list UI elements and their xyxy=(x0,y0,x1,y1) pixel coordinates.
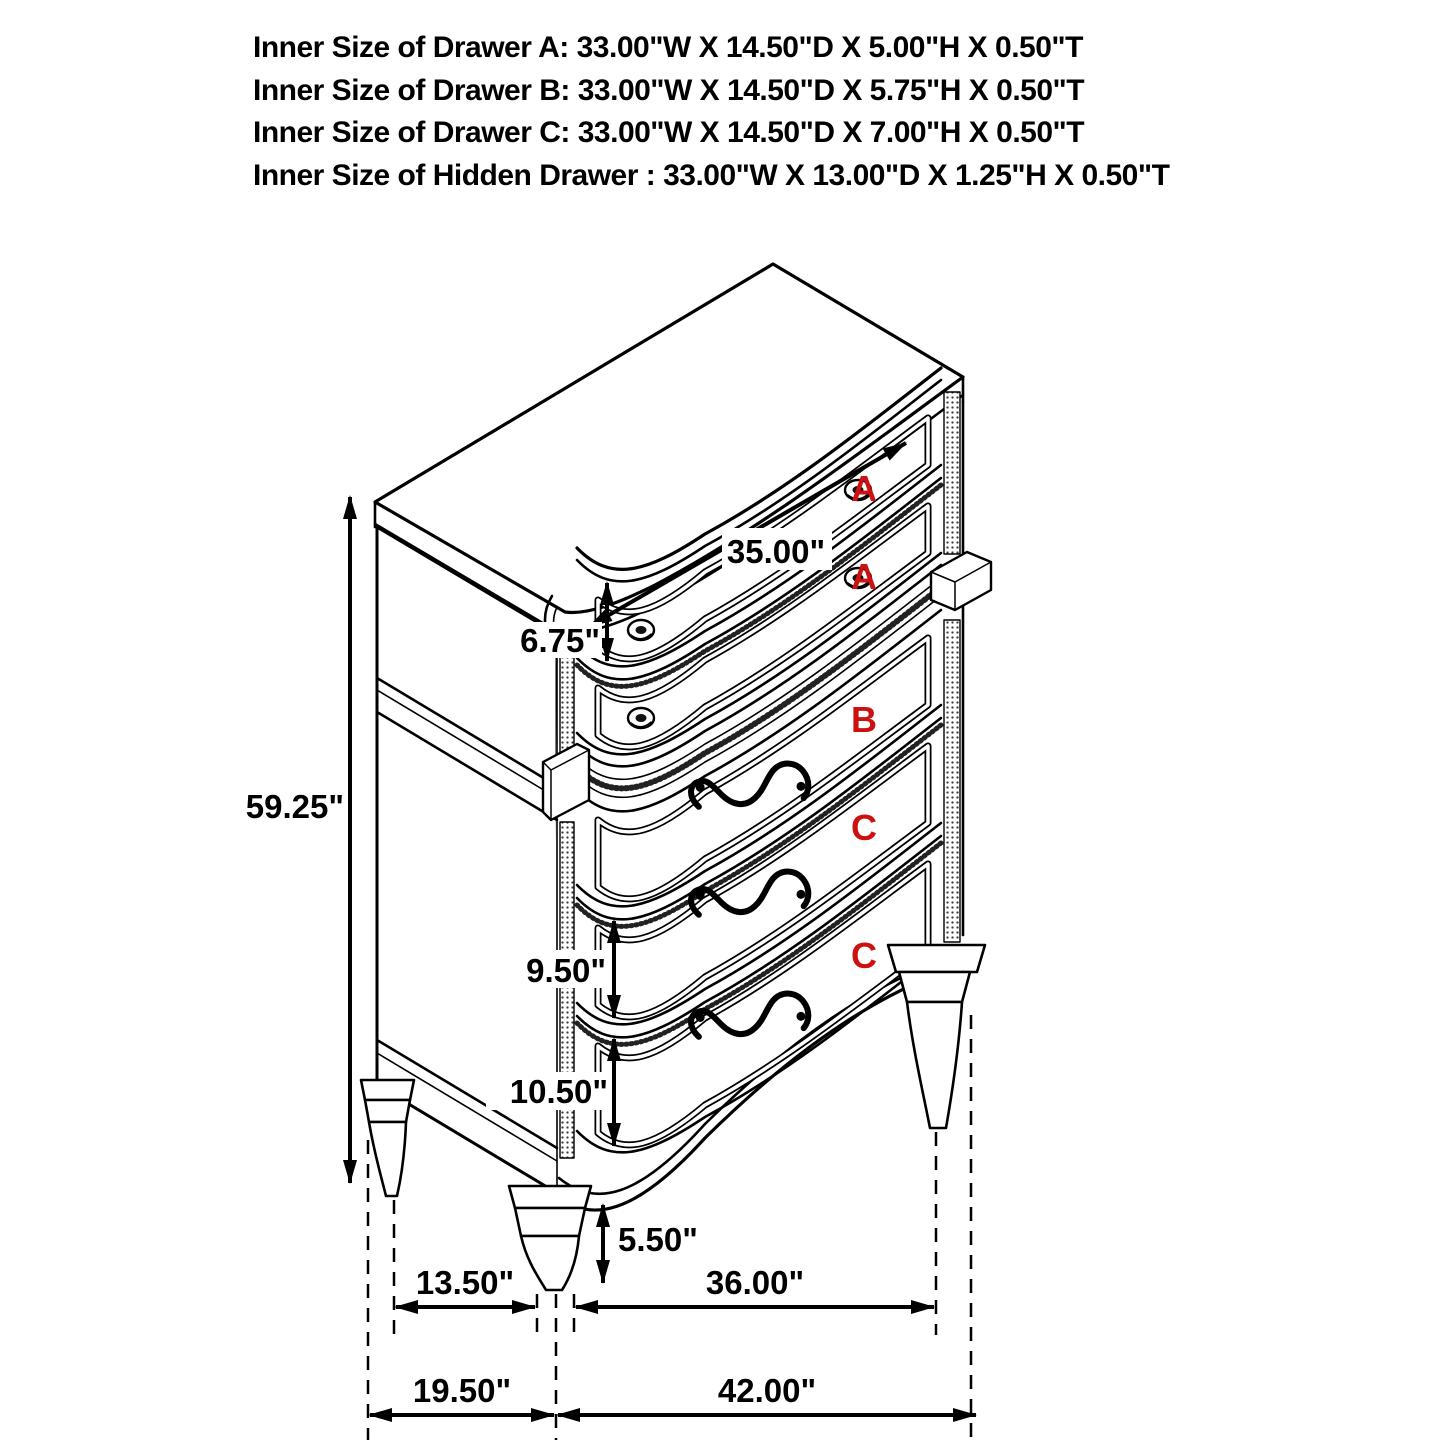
drawer-a1-label: A xyxy=(851,468,877,509)
drawer-c2-height-label: 10.50" xyxy=(509,1073,608,1110)
header-line-2: Inner Size of Drawer B: 33.00"W X 14.50"D X 5.75"H X 0.50"T xyxy=(253,74,1085,107)
drawer-b-label: B xyxy=(851,699,877,740)
drawer-a2-label: A xyxy=(851,556,877,597)
side-leg-span-label: 13.50" xyxy=(415,1264,515,1301)
overall-width-label: 42.00" xyxy=(717,1372,817,1409)
drawer-a-height-label: 6.75" xyxy=(520,622,600,659)
drawer-a2-knob-left xyxy=(628,708,654,728)
leg-height-label: 5.50" xyxy=(618,1221,698,1258)
overall-height-label: 59.25" xyxy=(245,788,344,825)
top-drawer-width-label: 35.00" xyxy=(726,533,826,570)
header-line-3: Inner Size of Drawer C: 33.00"W X 14.50"D X 7.00"H X 0.50"T xyxy=(253,116,1085,149)
drawer-c1-label: C xyxy=(851,807,877,848)
front-leg-span-label: 36.00" xyxy=(705,1264,805,1301)
header-line-1: Inner Size of Drawer A: 33.00"W X 14.50"D X 5.00"H X 0.50"T xyxy=(253,31,1083,64)
drawer-c1-height-label: 9.50" xyxy=(526,952,606,989)
overall-depth-label: 19.50" xyxy=(412,1372,512,1409)
drawer-c2-label: C xyxy=(851,935,877,976)
drawer-a1-knob-left xyxy=(628,620,654,640)
header-line-4: Inner Size of Hidden Drawer : 33.00"W X 13.00"D X 1.25"H X 0.50"T xyxy=(253,159,1170,192)
